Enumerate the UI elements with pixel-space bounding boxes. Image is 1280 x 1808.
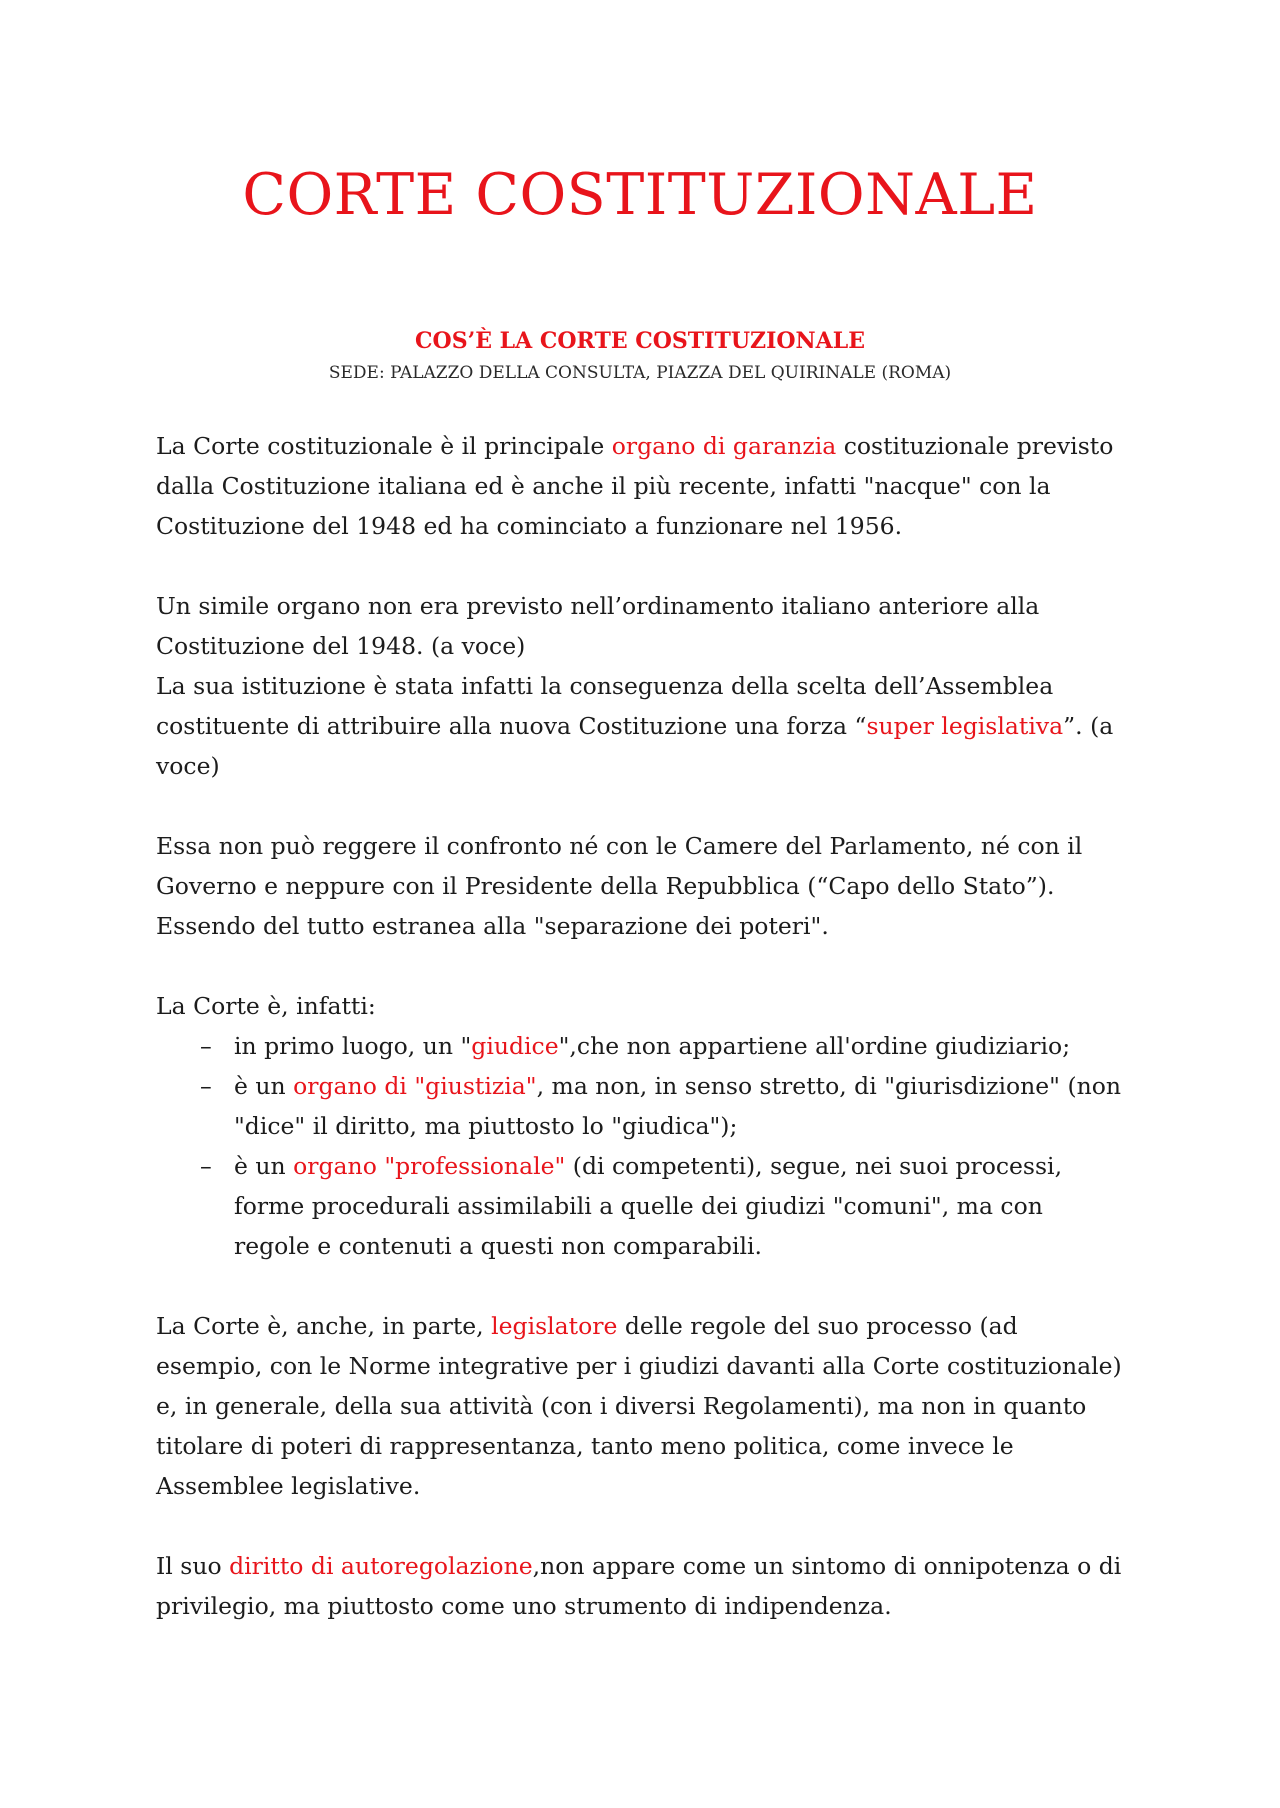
paragraph-ordinamento: Un simile organo non era previsto nell’ordinamento italiano anteriore alla Costituzione del 1948. (a voce) bbox=[156, 592, 1040, 660]
highlight-super-legislativa: super legislativa bbox=[866, 712, 1064, 740]
paragraph-legislatore: La Corte è, anche, in parte, legislatore delle regole del suo processo (ad esempio, con le Norme integrative per i giudizi davanti alla Corte costituzionale) e, in generale, della sua attività (con i diversi Regolamenti), ma non in quanto titolare di poteri di rappresentanza, tanto meno politica, come invece le Assemblee legislative. bbox=[156, 1312, 1122, 1500]
paragraph-la-corte-e: La Corte è, infatti: bbox=[156, 992, 376, 1020]
dash-bullet: – bbox=[200, 1152, 212, 1180]
characteristics-list bbox=[156, 1026, 1124, 1266]
highlight-legislatore: legislatore bbox=[491, 1312, 618, 1340]
document-body bbox=[156, 386, 1124, 1626]
list-item: – è un organo di "giustizia", ma non, in senso stretto, di "giurisdizione" (non "dice" il diritto, ma piuttosto lo "giudica"); bbox=[156, 1066, 1124, 1146]
highlight-giudice: giudice bbox=[471, 1032, 559, 1060]
dash-bullet: – bbox=[200, 1072, 212, 1100]
highlight-organo-professionale: organo "professionale" bbox=[293, 1152, 566, 1180]
highlight-diritto-di-autoregolazione: diritto di autoregolazione bbox=[229, 1552, 533, 1580]
paragraph-autoregolazione: Il suo diritto di autoregolazione,non appare come un sintomo di onnipotenza o di privilegio, ma piuttosto come uno strumento di indipendenza. bbox=[156, 1552, 1122, 1620]
sede-line: SEDE: PALAZZO DELLA CONSULTA, PIAZZA DEL QUIRINALE (ROMA) bbox=[328, 363, 952, 383]
highlight-organo-di-giustizia: organo di "giustizia" bbox=[293, 1072, 537, 1100]
paragraph-istituzione: La sua istituzione è stata infatti la conseguenza della scelta dell’Assemblea costituente di attribuire alla nuova Costituzione una forza “super legislativa”. (a voce) bbox=[156, 672, 1114, 780]
list-item: – è un organo "professionale" (di competenti), segue, nei suoi processi, forme procedurali assimilabili a quelle dei giudizi "comuni", ma con regole e contenuti a questi non comparabili. bbox=[156, 1146, 1124, 1266]
list-item: – in primo luogo, un "giudice",che non appartiene all'ordine giudiziario; bbox=[156, 1026, 1124, 1066]
section-heading: COS’È LA CORTE COSTITUZIONALE bbox=[415, 328, 865, 354]
highlight-organo-di-garanzia: organo di garanzia bbox=[611, 432, 837, 460]
page-title: CORTE COSTITUZIONALE bbox=[242, 162, 1038, 228]
paragraph-organo-garanzia: La Corte costituzionale è il principale organo di garanzia costituzionale previsto dalla Costituzione italiana ed è anche il più recente, infatti "nacque" con la Costituzione del 1948 ed ha cominciato a funzionare nel 1956. bbox=[156, 432, 1114, 540]
dash-bullet: – bbox=[200, 1032, 212, 1060]
paragraph-confronto: Essa non può reggere il confronto né con le Camere del Parlamento, né con il Governo e neppure con il Presidente della Repubblica (“Capo dello Stato”). Essendo del tutto estranea alla "separazione dei poteri". bbox=[156, 832, 1083, 940]
